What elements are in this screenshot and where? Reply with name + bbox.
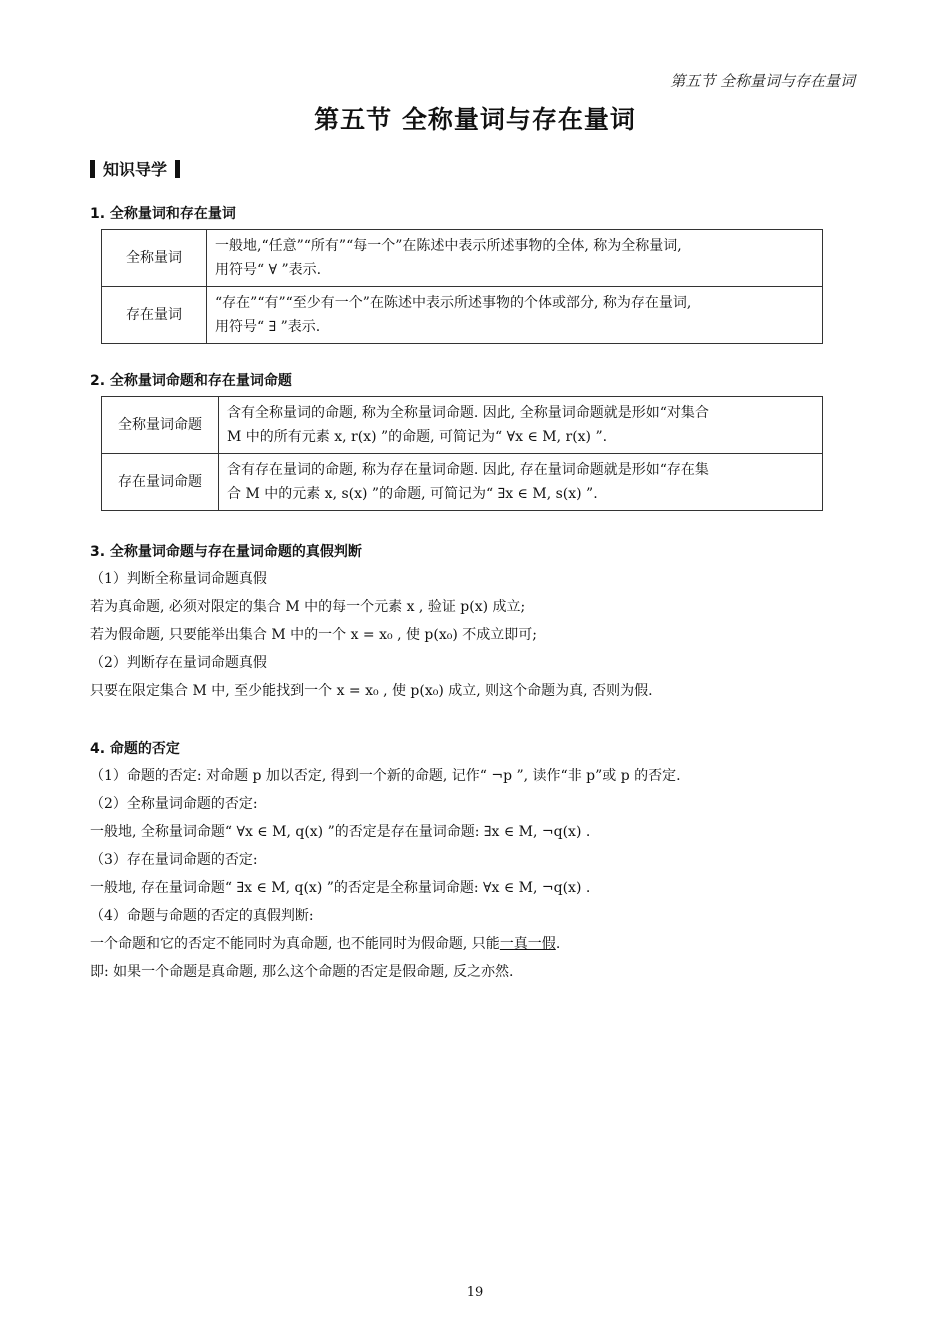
underlined-phrase: 一真一假	[499, 936, 556, 952]
table-row	[102, 454, 823, 511]
proposition-table	[101, 396, 823, 511]
definition-line: 合 M 中的元素 x, s(x) ”的命题, 可简记为“ ∃x ∈ M, s(x) ”.	[227, 486, 598, 502]
section-3-heading: 3. 全称量词命题与存在量词命题的真假判断	[90, 544, 362, 560]
section-3-body	[90, 565, 870, 705]
body-line: （1）判断全称量词命题真假	[90, 571, 267, 587]
definition-cell	[219, 397, 823, 454]
definition-line: 含有全称量词的命题, 称为全称量词命题. 因此, 全称量词命题就是形如“对集合	[227, 405, 709, 421]
section-tag	[90, 157, 180, 180]
body-line	[90, 930, 870, 958]
table-row	[102, 287, 823, 344]
conclusion-prefix: 一个命题和它的否定不能同时为真命题, 也不能同时为假命题, 只能	[90, 936, 500, 952]
table-row	[102, 397, 823, 454]
body-line: （3）存在量词命题的否定:	[90, 852, 258, 868]
body-line: 一般地, 存在量词命题“ ∃x ∈ M, q(x) ”的否定是全称量词命题: ∀x ∈ M, ¬q(x) .	[90, 880, 591, 896]
section-tag-label: 知识导学	[103, 160, 168, 179]
definition-line: “存在”“有”“至少有一个”在陈述中表示所述事物的个体或部分, 称为存在量词,	[215, 295, 692, 311]
section-4-heading: 4. 命题的否定	[90, 741, 180, 757]
left-bar	[90, 160, 95, 178]
page-number: 19	[466, 1285, 484, 1300]
table-row	[102, 230, 823, 287]
term-cell: 存在量词命题	[102, 454, 219, 511]
definition-line: 含有存在量词的命题, 称为存在量词命题. 因此, 存在量词命题就是形如“存在集	[227, 462, 709, 478]
body-line: （1）命题的否定: 对命题 p 加以否定, 得到一个新的命题, 记作“ ¬p ”, 读作“非 p”或 p 的否定.	[90, 768, 681, 784]
definition-line: M 中的所有元素 x, r(x) ”的命题, 可简记为“ ∀x ∈ M, r(x) ”.	[227, 429, 608, 445]
term-cell: 全称量词命题	[102, 397, 219, 454]
body-line: 若为假命题, 只要能举出集合 M 中的一个 x = x₀ , 使 p(x₀) 不成立即可;	[90, 627, 537, 643]
body-line: 一般地, 全称量词命题“ ∀x ∈ M, q(x) ”的否定是存在量词命题: ∃x ∈ M, ¬q(x) .	[90, 824, 591, 840]
body-line: （2）判断存在量词命题真假	[90, 655, 267, 671]
term-cell: 全称量词	[102, 230, 207, 287]
definition-line: 用符号“ ∀ ”表示.	[215, 262, 322, 278]
running-header: 第五节 全称量词与存在量词	[670, 72, 855, 90]
body-line: （2）全称量词命题的否定:	[90, 796, 258, 812]
body-line: 若为真命题, 必须对限定的集合 M 中的每一个元素 x , 验证 p(x) 成立;	[90, 599, 526, 615]
right-bar	[175, 160, 180, 178]
section-4-body	[90, 762, 870, 986]
conclusion-suffix: .	[555, 936, 561, 952]
quantifier-table	[101, 229, 823, 344]
definition-line: 用符号“ ∃ ”表示.	[215, 319, 321, 335]
body-line: （4）命题与命题的否定的真假判断:	[90, 908, 314, 924]
body-line: 只要在限定集合 M 中, 至少能找到一个 x = x₀ , 使 p(x₀) 成立, 则这个命题为真, 否则为假.	[90, 683, 653, 699]
body-line: 即: 如果一个命题是真命题, 那么这个命题的否定是假命题, 反之亦然.	[90, 964, 514, 980]
term-cell: 存在量词	[102, 287, 207, 344]
definition-cell	[207, 230, 823, 287]
definition-cell	[219, 454, 823, 511]
page-title: 第五节 全称量词与存在量词	[314, 105, 636, 134]
definition-cell	[207, 287, 823, 344]
section-2-heading: 2. 全称量词命题和存在量词命题	[90, 373, 292, 389]
section-1-heading: 1. 全称量词和存在量词	[90, 206, 236, 222]
definition-line: 一般地,“任意”“所有”“每一个”在陈述中表示所述事物的全体, 称为全称量词,	[215, 238, 682, 254]
